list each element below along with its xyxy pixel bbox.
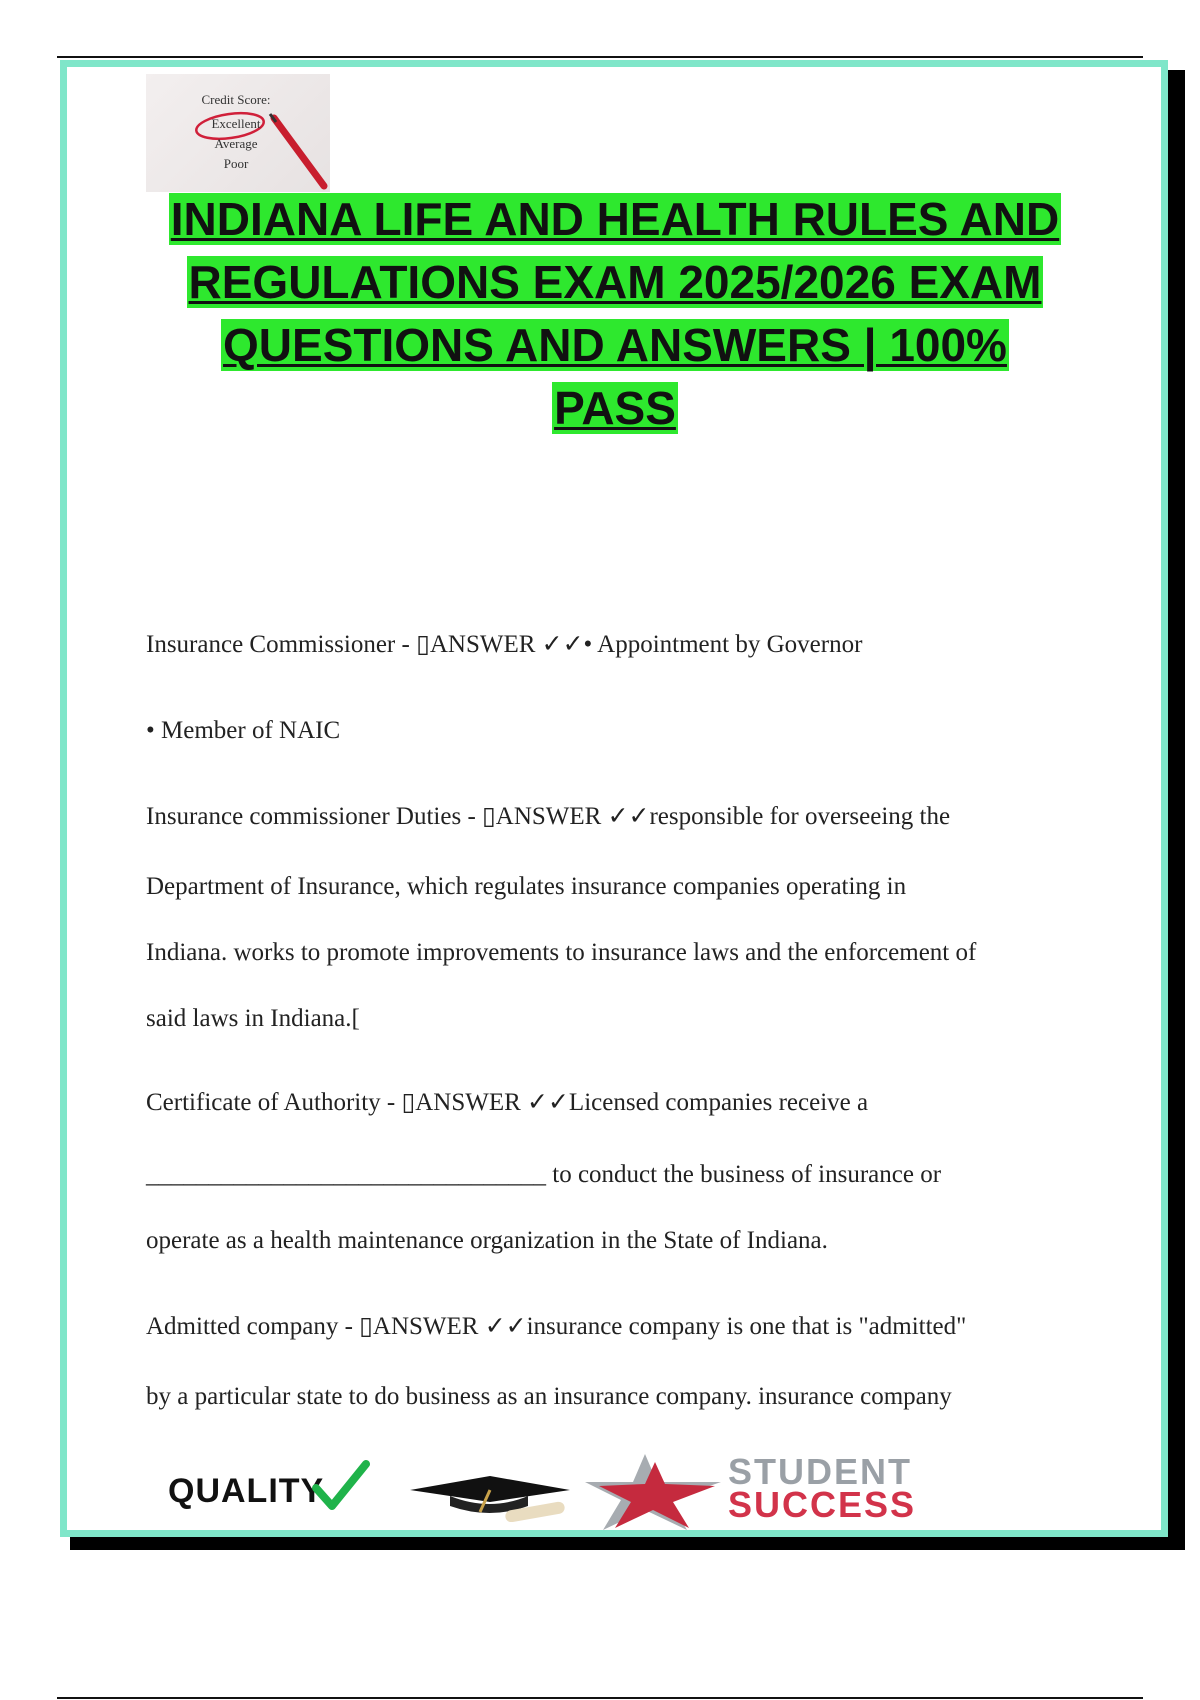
qa-line-8: ________________________________ to conduct the business of insurance or [146, 1161, 942, 1188]
title-line-2: REGULATIONS EXAM 2025/2026 EXAM [188, 256, 1042, 308]
qa-line-2: • Member of NAIC [146, 717, 341, 744]
title-line-1: INDIANA LIFE AND HEALTH RULES AND [170, 193, 1060, 245]
credit-score-logo-image [146, 74, 330, 192]
title-line-4: PASS [554, 382, 676, 434]
qa-line-6: said laws in Indiana.[ [146, 1005, 360, 1032]
quality-logo-text: QUALITY [168, 1472, 325, 1510]
qa-line-4: Department of Insurance, which regulates insurance companies operating in [146, 873, 907, 900]
qa-line-10: Admitted company - ▯ANSWER ✓✓insurance company is one that is "admitted" [146, 1313, 967, 1340]
qa-line-5: Indiana. works to promote improvements to insurance laws and the enforcement of [146, 939, 977, 966]
star-logo-icon [585, 1452, 725, 1532]
qa-line-3: Insurance commissioner Duties - ▯ANSWER ✓✓responsible for overseeing the [146, 803, 951, 830]
top-rule [57, 56, 1143, 58]
title-line-3: QUESTIONS AND ANSWERS | 100% [223, 319, 1007, 371]
footer-logos [140, 1452, 1060, 1532]
qa-line-7: Certificate of Authority - ▯ANSWER ✓✓Licensed companies receive a [146, 1089, 869, 1116]
qa-line-9: operate as a health maintenance organization in the State of Indiana. [146, 1227, 828, 1254]
success-logo-text: SUCCESS [728, 1484, 917, 1525]
bottom-rule [57, 1697, 1143, 1699]
logo-line-poor: Poor [223, 156, 249, 171]
student-logo-text: STUDENT [728, 1451, 912, 1492]
green-check-icon [310, 1458, 370, 1518]
qa-line-11: by a particular state to do business as an insurance company. insurance company [146, 1383, 952, 1410]
logo-line-average: Average [214, 136, 258, 151]
logo-line-excellent: Excellent [211, 116, 261, 131]
logo-line-credit-score: Credit Score: [201, 92, 271, 107]
qa-line-1: Insurance Commissioner - ▯ANSWER ✓✓• Appointment by Governor [146, 631, 863, 658]
document-title [140, 188, 1090, 440]
graduation-cap-icon [410, 1472, 575, 1522]
